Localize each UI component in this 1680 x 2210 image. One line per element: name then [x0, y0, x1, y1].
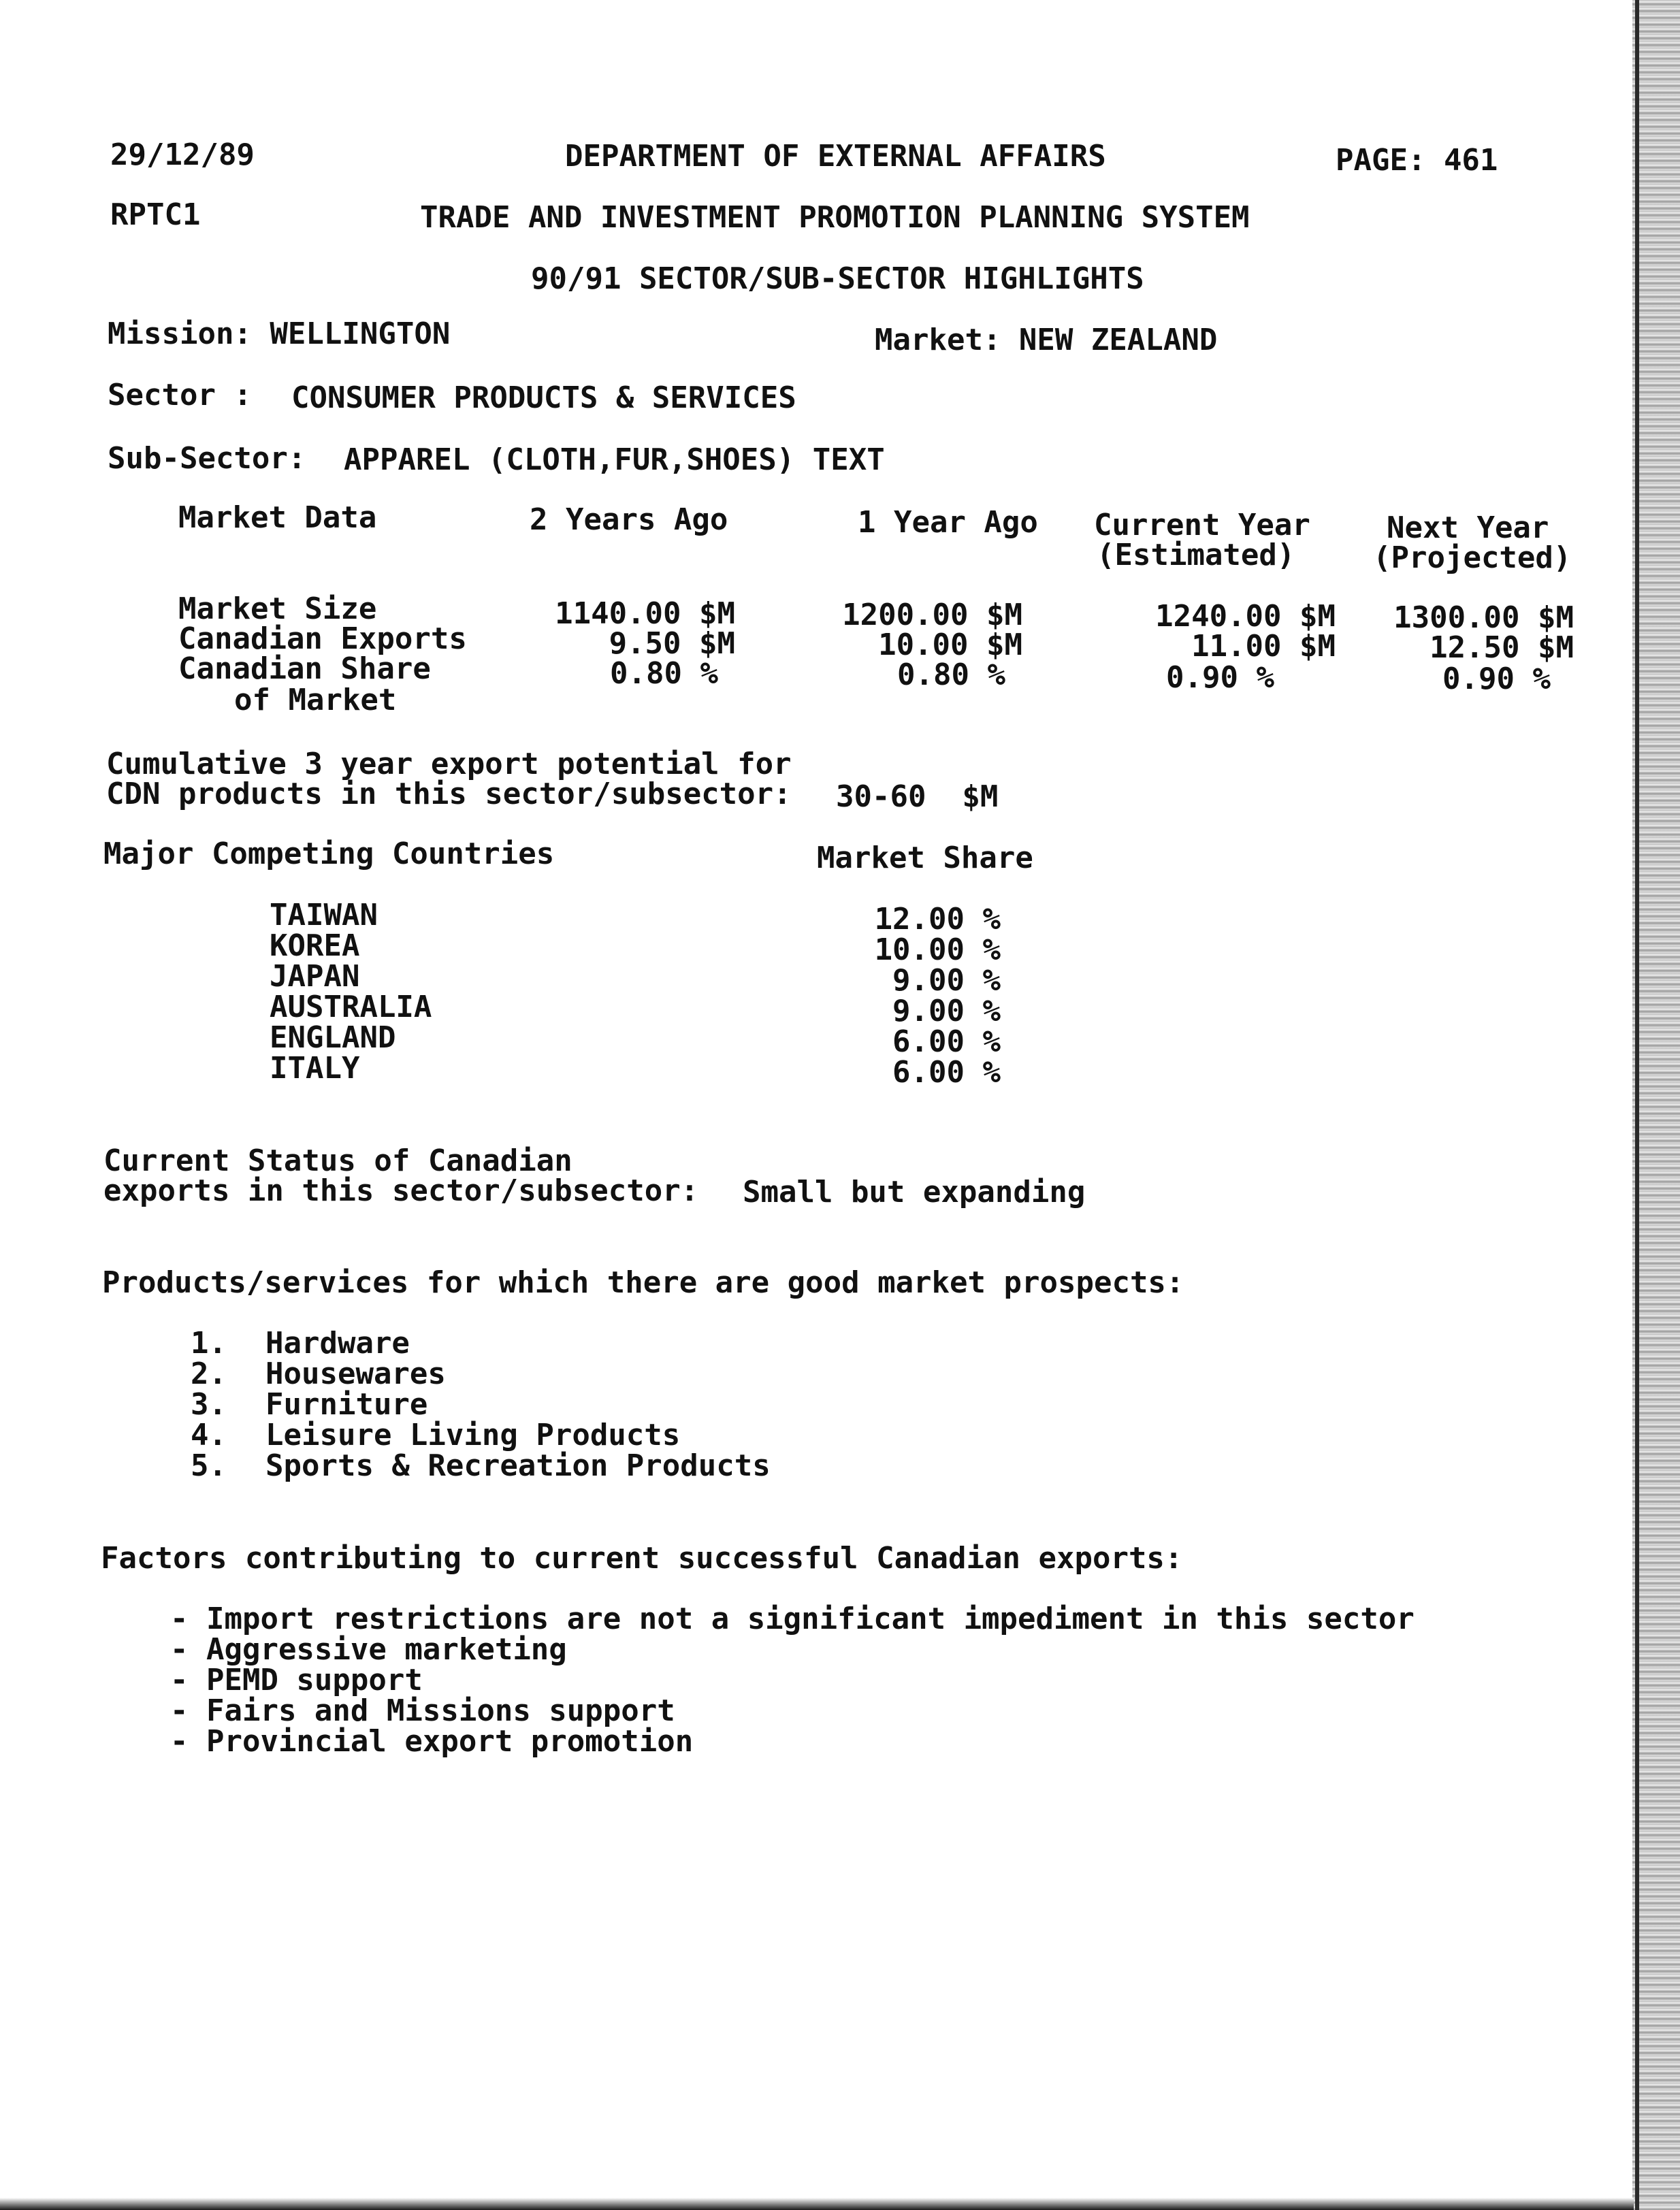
list-item-number: 3.	[191, 1387, 227, 1422]
table-cell: 0.80 %	[897, 657, 1005, 692]
page-edge-shadow	[1632, 0, 1680, 2210]
col-header-projected: (Projected)	[1373, 540, 1572, 575]
page-edge-line	[1635, 0, 1639, 2210]
list-item-number: 1.	[191, 1326, 227, 1361]
table-cell: 10.00 $M	[878, 628, 1022, 662]
prospects-heading: Products/services for which there are good market prospects:	[102, 1265, 1184, 1300]
list-item: Furniture	[265, 1387, 428, 1422]
report-date: 29/12/89	[110, 137, 255, 172]
sector-label: Sector :	[108, 378, 252, 412]
row-label-canadian-share: Canadian Share	[178, 651, 431, 686]
list-item-number: 2.	[191, 1356, 227, 1391]
table-cell: 1300.00 $M	[1393, 600, 1574, 635]
competitor-country: JAPAN	[270, 959, 360, 994]
row-label-canadian-exports: Canadian Exports	[178, 621, 467, 656]
table-cell: 0.80 %	[610, 656, 718, 691]
mission: Mission: WELLINGTON	[108, 316, 451, 351]
col-header-next-year: Next Year	[1387, 510, 1549, 545]
page-number: PAGE: 461	[1336, 143, 1498, 178]
col-header-2-years-ago: 2 Years Ago	[530, 502, 728, 537]
status-line-1: Current Status of Canadian	[103, 1143, 572, 1178]
status-line-2: exports in this sector/subsector:	[103, 1173, 699, 1208]
table-cell: 12.50 $M	[1429, 630, 1574, 665]
sector-value: CONSUMER PRODUCTS & SERVICES	[291, 380, 796, 415]
factor-item: - Fairs and Missions support	[170, 1693, 675, 1728]
table-cell: 0.90 %	[1166, 660, 1274, 695]
market-share-header: Market Share	[817, 841, 1033, 875]
list-item: Housewares	[265, 1356, 446, 1391]
competitor-share: 6.00 %	[892, 1055, 1001, 1090]
subsector-value: APPAREL (CLOTH,FUR,SHOES) TEXT	[344, 442, 885, 477]
potential-line-1: Cumulative 3 year export potential for	[106, 747, 792, 781]
report-subtitle: 90/91 SECTOR/SUB-SECTOR HIGHLIGHTS	[531, 261, 1144, 296]
market: Market: NEW ZEALAND	[875, 323, 1218, 357]
factor-item: - Import restrictions are not a significant impediment in this sector	[170, 1602, 1415, 1636]
list-item: Hardware	[265, 1326, 410, 1361]
table-cell: 1240.00 $M	[1155, 599, 1336, 634]
table-cell: 0.90 %	[1442, 662, 1551, 696]
factor-item: - PEMD support	[170, 1663, 423, 1697]
system-title: TRADE AND INVESTMENT PROMOTION PLANNING SYSTEM	[420, 200, 1250, 235]
competitor-country: ITALY	[270, 1051, 360, 1086]
competitor-share: 6.00 %	[892, 1024, 1001, 1059]
status-value: Small but expanding	[743, 1175, 1086, 1209]
potential-line-2: CDN products in this sector/subsector:	[106, 777, 792, 811]
col-header-market-data: Market Data	[178, 500, 377, 535]
col-header-estimated: (Estimated)	[1097, 538, 1295, 572]
table-cell: 1140.00 $M	[555, 596, 735, 631]
competitor-share: 10.00 %	[874, 932, 1001, 967]
potential-value: 30-60 $M	[836, 779, 999, 814]
report-code: RPTC1	[110, 197, 201, 232]
list-item-number: 4.	[191, 1418, 227, 1452]
list-item: Sports & Recreation Products	[265, 1448, 771, 1483]
factors-heading: Factors contributing to current successful Canadian exports:	[101, 1541, 1183, 1576]
competitor-country: ENGLAND	[270, 1020, 396, 1055]
table-cell: 11.00 $M	[1191, 629, 1336, 664]
factor-item: - Provincial export promotion	[170, 1724, 694, 1759]
competitor-share: 9.00 %	[892, 994, 1001, 1028]
competitors-header: Major Competing Countries	[103, 836, 555, 871]
competitor-share: 12.00 %	[874, 902, 1001, 937]
list-item: Leisure Living Products	[265, 1418, 681, 1452]
competitor-country: KOREA	[270, 928, 360, 963]
row-label-market-size: Market Size	[178, 591, 377, 626]
col-header-1-year-ago: 1 Year Ago	[858, 505, 1038, 540]
row-label-of-market: of Market	[234, 683, 397, 717]
department-title: DEPARTMENT OF EXTERNAL AFFAIRS	[565, 139, 1106, 174]
list-item-number: 5.	[191, 1448, 227, 1483]
table-cell: 1200.00 $M	[842, 598, 1022, 632]
competitor-share: 9.00 %	[892, 963, 1001, 998]
table-cell: 9.50 $M	[609, 626, 735, 661]
competitor-country: AUSTRALIA	[270, 990, 432, 1024]
factor-item: - Aggressive marketing	[170, 1632, 567, 1667]
competitor-country: TAIWAN	[270, 898, 378, 932]
subsector-label: Sub-Sector:	[108, 441, 306, 476]
col-header-current-year: Current Year	[1094, 508, 1310, 542]
page-bottom-edge	[0, 2198, 1634, 2210]
